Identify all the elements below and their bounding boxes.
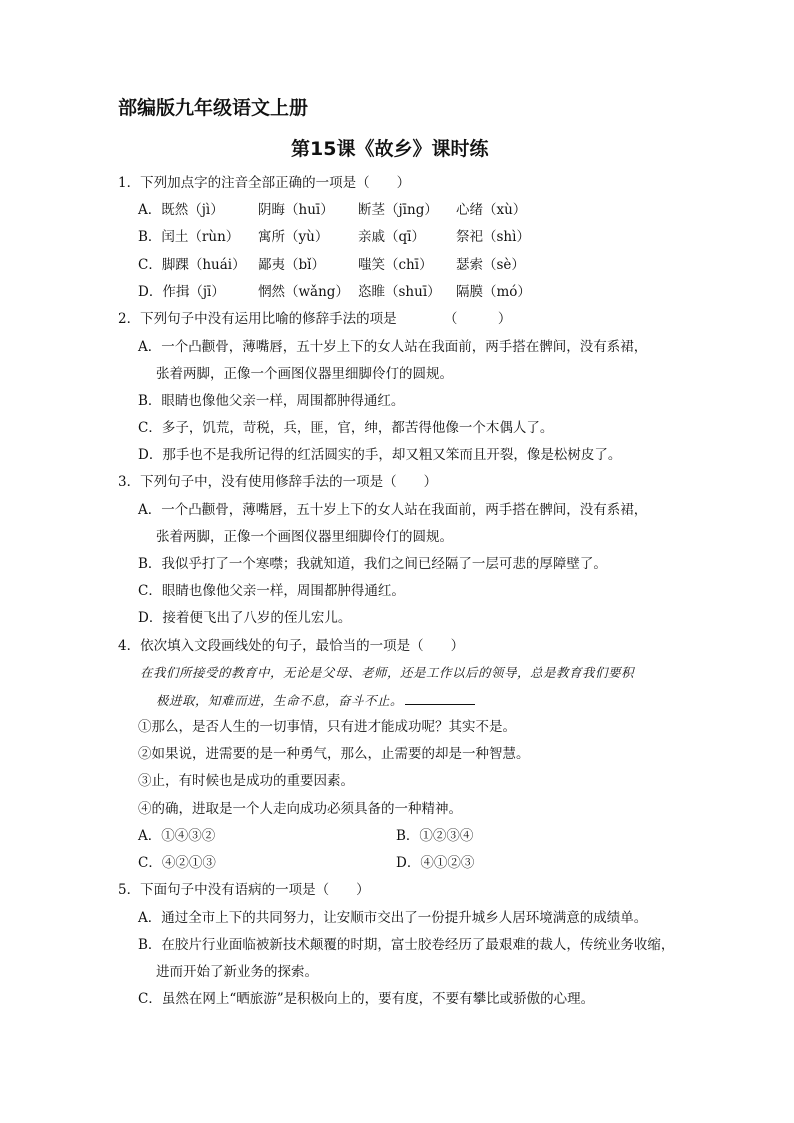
q1-option-a: [138, 200, 526, 220]
q1-c-3: 嗤笑（chī）: [358, 257, 433, 273]
q1-d-4: 隔膜（mó）: [456, 284, 531, 300]
q2-option-c: C．多子，饥荒，苛税，兵，匪，官，绅，都苦得他像一个木偶人了。: [138, 420, 554, 436]
q4-stem: 4．依次填入文段画线处的句子，最恰当的一项是（ ）: [118, 638, 465, 654]
q3-stem: 3．下列句子中，没有使用修辞手法的一项是（ ）: [118, 474, 438, 490]
q3-option-b: B．我似乎打了一个寒噤；我就知道，我们之间已经隔了一层可悲的厚障壁了。: [138, 556, 607, 572]
q5-option-b-line1: B．在胶片行业面临被新技术颠覆的时期，富士胶卷经历了最艰难的裁人，传统业务收缩，: [138, 937, 675, 953]
q1-a-3: 断茎（jīng）: [358, 202, 438, 218]
q1-option-d: [138, 282, 531, 302]
q5-stem: 5．下面句子中没有语病的一项是（ ）: [118, 882, 370, 898]
q4-option-a: A．①④③②: [138, 828, 216, 844]
fill-in-blank: [405, 690, 475, 705]
q2-stem: 2．下列句子中没有运用比喻的修辞手法的项是 （ ）: [118, 311, 512, 327]
q4-sentence-2: ②如果说，进需要的是一种勇气，那么，止需要的却是一种智慧。: [138, 746, 530, 762]
q4-sentence-3: ③止，有时候也是成功的重要因素。: [138, 773, 354, 789]
q1-d-3: 恣睢（shuī）: [358, 284, 441, 300]
q2-option-b: B．眼睛也像他父亲一样，周围都肿得通红。: [138, 393, 405, 409]
q1-stem: 1．下列加点字的注音全部正确的一项是（ ）: [118, 175, 411, 191]
q3-option-c: C．眼睛也像他父亲一样，周围都肿得通红。: [138, 583, 405, 599]
q1-c-2: 鄙夷（bǐ）: [258, 257, 325, 273]
q1-d-2: 惘然（wǎng）: [258, 284, 349, 300]
series-heading: 部编版九年级语文上册: [118, 97, 309, 119]
q1-a-1: A．既然（jì）: [138, 202, 224, 218]
q2-option-a-line2: 张着两脚，正像一个画图仪器里细脚伶仃的圆规。: [156, 366, 453, 382]
q5-option-c: C．虽然在网上“晒旅游”是积极向上的，要有度，不要有攀比或骄傲的心理。: [138, 991, 595, 1007]
q1-a-2: 阴晦（huī）: [258, 202, 334, 218]
q3-option-a-line1: A．一个凸颧骨，薄嘴唇，五十岁上下的女人站在我面前，两手搭在髀间，没有系裙，: [138, 502, 648, 518]
lesson-title: 第15课《故乡》课时练: [291, 138, 489, 160]
q4-passage-text: 极进取，知难而进，生命不息，奋斗不止。: [156, 693, 404, 708]
q3-option-d: D．接着便飞出了八岁的侄儿宏儿。: [138, 610, 352, 626]
q1-b-1: B．闰土（rùn）: [138, 229, 240, 245]
q4-option-d: D．④①②③: [396, 855, 475, 871]
q4-option-b: B．①②③④: [396, 828, 474, 844]
q3-option-a-line2: 张着两脚，正像一个画图仪器里细脚伶仃的圆规。: [156, 529, 453, 545]
q4-passage-line2: [156, 690, 475, 711]
q5-option-a: A．通过全市上下的共同努力，让安顺市交出了一份提升城乡人居环境满意的成绩单。: [138, 910, 648, 926]
q1-b-2: 寓所（yù）: [258, 229, 329, 245]
q4-sentence-4: ④的确，进取是一个人走向成功必须具备的一种精神。: [138, 801, 462, 817]
q5-option-b-line2: 进而开始了新业务的探索。: [156, 964, 318, 980]
q1-c-4: 瑟索（sè）: [456, 257, 525, 273]
q2-option-d: D．那手也不是我所记得的红活圆实的手，却又粗又笨而且开裂，像是松树皮了。: [138, 447, 622, 463]
q1-option-c: [138, 255, 525, 275]
q1-d-1: D．作揖（jī）: [138, 284, 225, 300]
q2-option-a-line1: A．一个凸颧骨，薄嘴唇，五十岁上下的女人站在我面前，两手搭在髀间，没有系裙，: [138, 339, 648, 355]
q1-c-1: C．脚踝（huái）: [138, 257, 246, 273]
q4-sentence-1: ①那么，是否人生的一切事情，只有进才能成功呢？其实不是。: [138, 719, 516, 735]
q4-option-c: C．④②①③: [138, 855, 216, 871]
q1-b-3: 亲戚（qī）: [358, 229, 425, 245]
q1-option-b: [138, 227, 530, 247]
q1-a-4: 心绪（xù）: [456, 202, 527, 218]
q4-passage-line1: 在我们所接受的教育中，无论是父母、老师，还是工作以后的领导，总是教育我们要积: [140, 665, 635, 680]
q1-b-4: 祭祀（shì）: [456, 229, 530, 245]
